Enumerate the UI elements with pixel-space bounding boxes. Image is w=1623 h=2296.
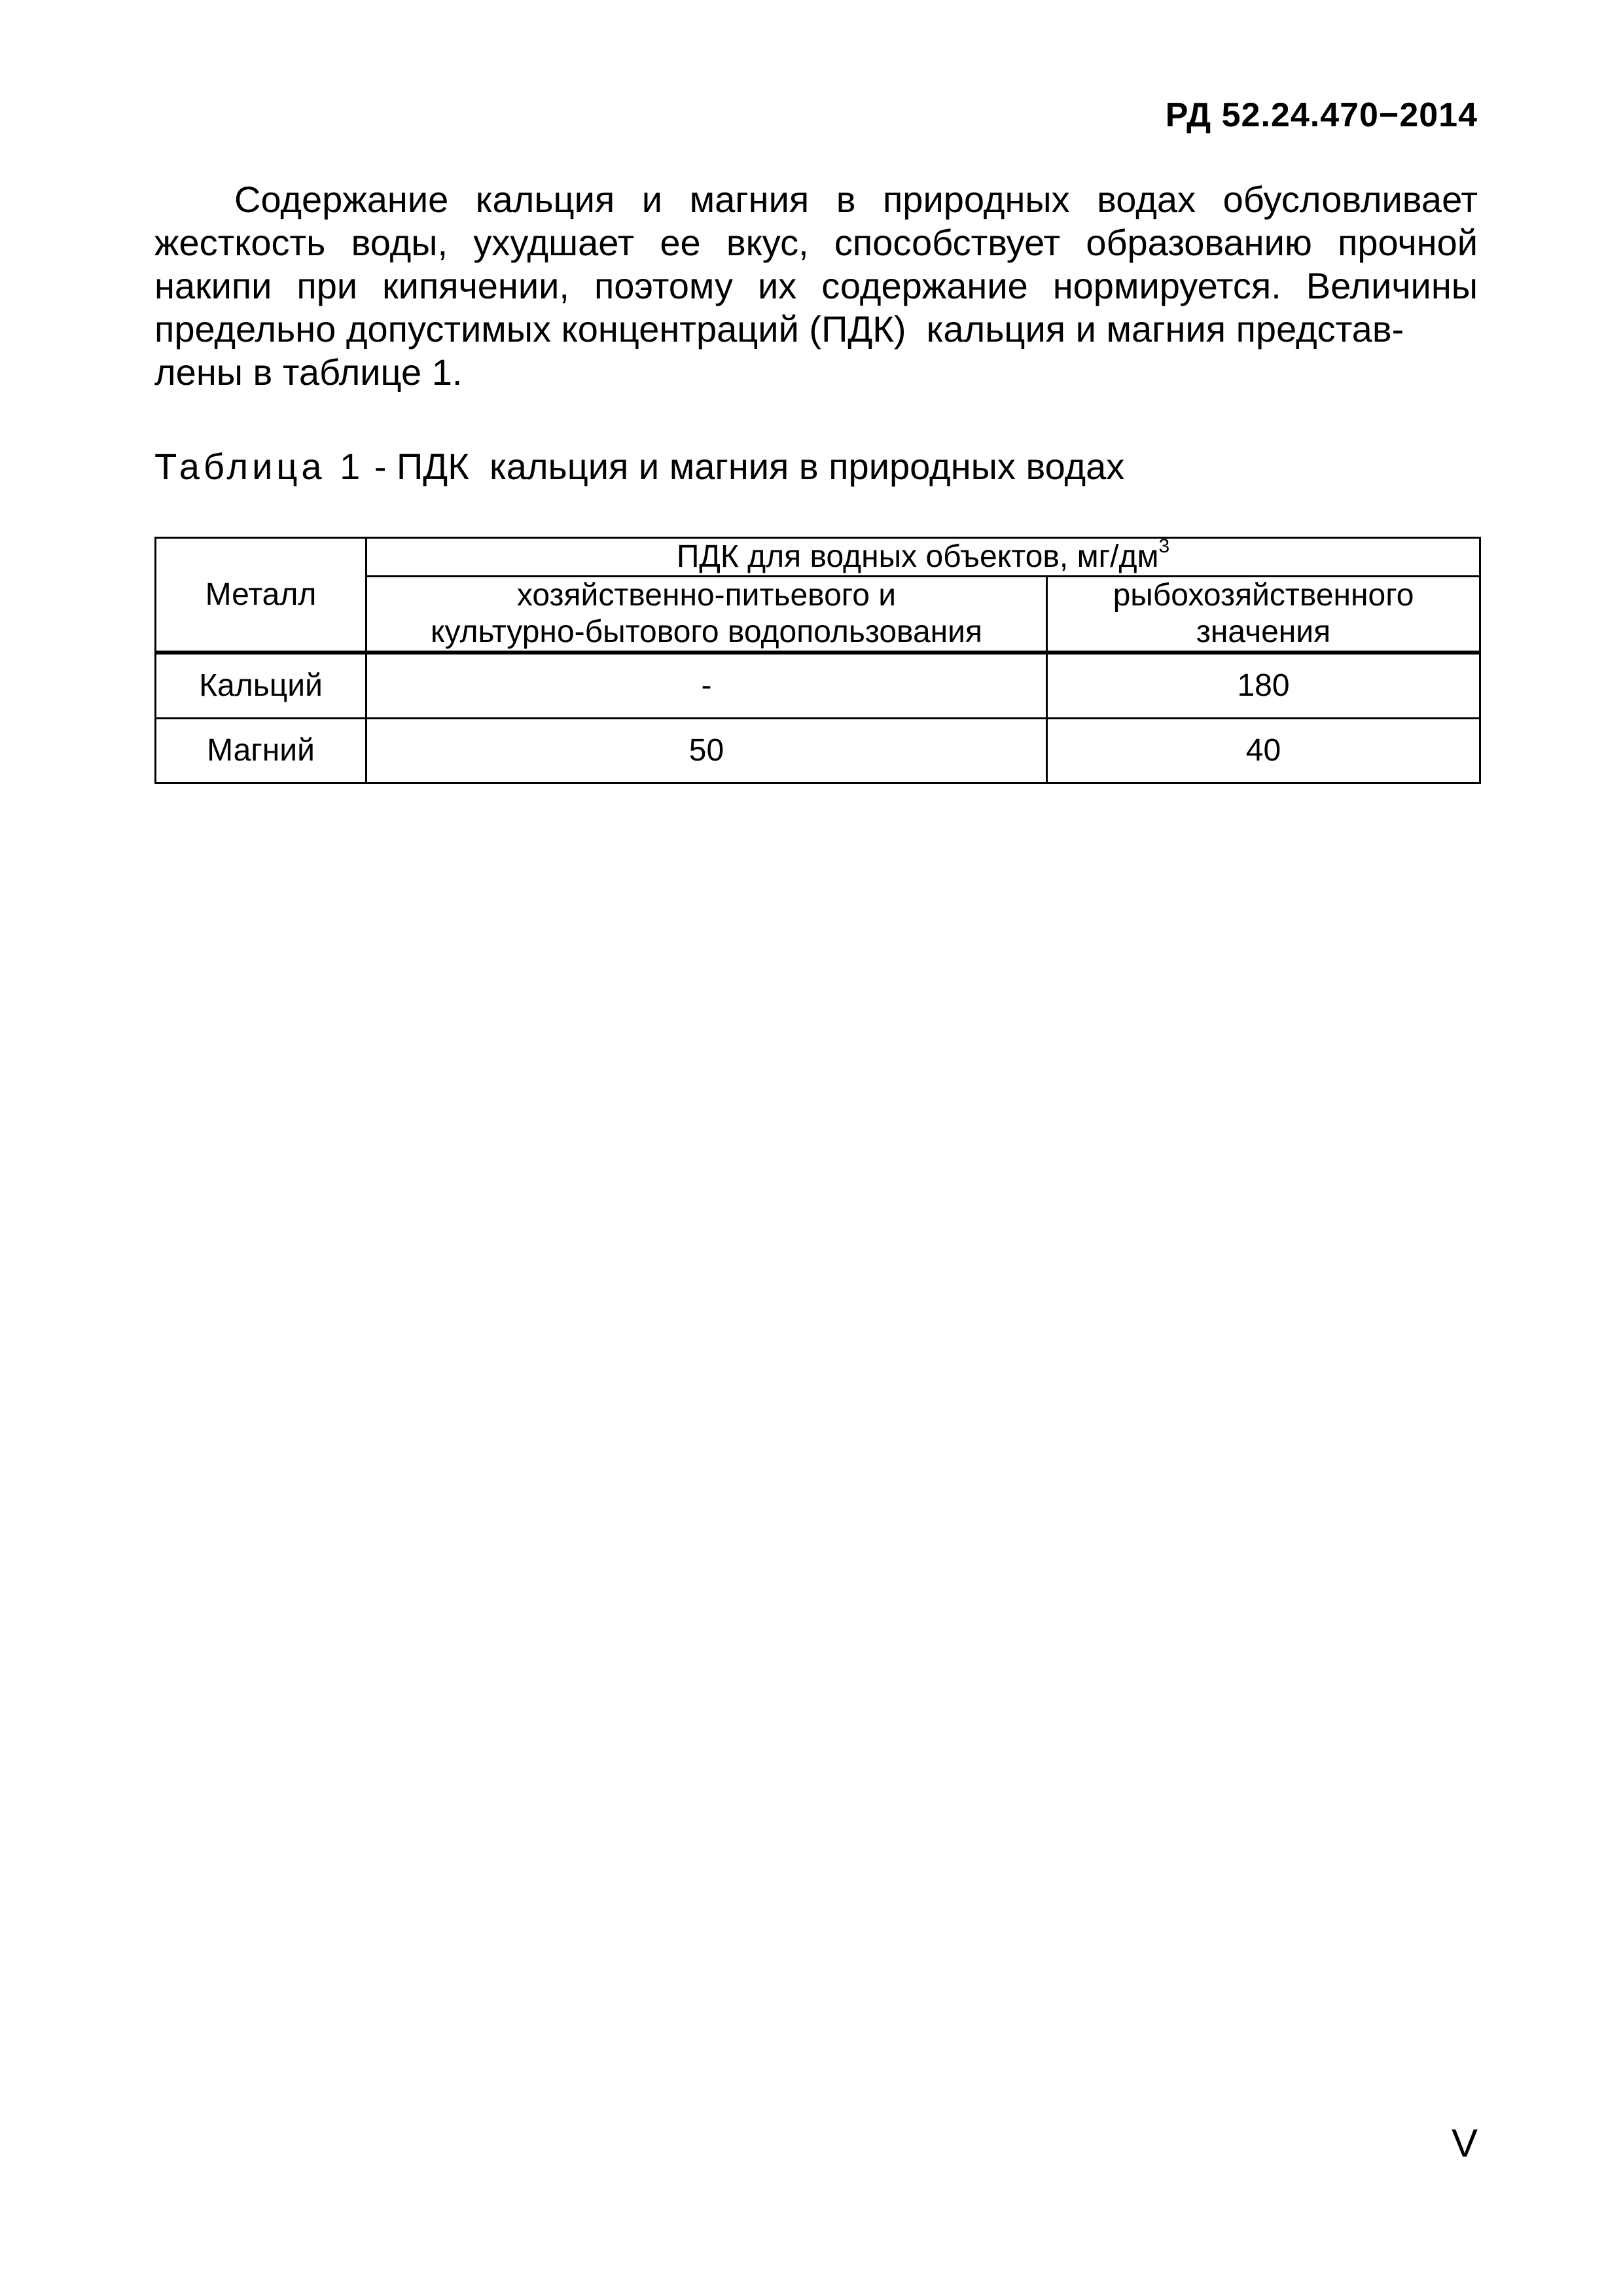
cell-drinking: 50 — [366, 719, 1047, 783]
cell-fishery: 180 — [1047, 653, 1480, 719]
pdk-table — [154, 537, 1481, 784]
header-metal: Металл — [156, 538, 366, 653]
cell-metal: Кальций — [156, 653, 366, 719]
header-pdk-group-sup: 3 — [1158, 535, 1170, 557]
table-row — [156, 653, 1480, 719]
table-row — [156, 719, 1480, 783]
cell-metal: Магний — [156, 719, 366, 783]
header-pdk-group-text: ПДК для водных объектов, мг/дм — [676, 539, 1159, 574]
header-fishery-use-line1: рыбохозяйственного — [1113, 578, 1414, 613]
table-caption-text: - ПДК кальция и магния в природных водах — [364, 446, 1125, 487]
body-paragraph: Содержание кальция и магния в природных водах обусловливает жесткость воды, ухудшает ее вкус, способствует образованию прочной накипи при кипячении, поэтому их содержание нормируется. Величины предельно допустимых концентраций (ПДК) кальция и магния представ- лены в таблице 1. — [154, 179, 1478, 393]
cell-drinking: - — [366, 653, 1047, 719]
header-drinking-use-line1: хозяйственно-питьевого и — [516, 578, 897, 613]
cell-fishery: 40 — [1047, 719, 1480, 783]
header-pdk-group — [366, 535, 1480, 577]
page-number: V — [1451, 2121, 1478, 2165]
document-code: РД 52.24.470−2014 — [1165, 96, 1478, 134]
header-fishery-use — [1047, 577, 1480, 653]
table-caption — [154, 445, 1124, 488]
header-drinking-use-line2: культурно-бытового водопользования — [431, 615, 982, 649]
table-caption-label: Таблица 1 — [154, 446, 365, 487]
header-fishery-use-line2: значения — [1196, 615, 1331, 649]
header-drinking-use — [366, 577, 1047, 653]
